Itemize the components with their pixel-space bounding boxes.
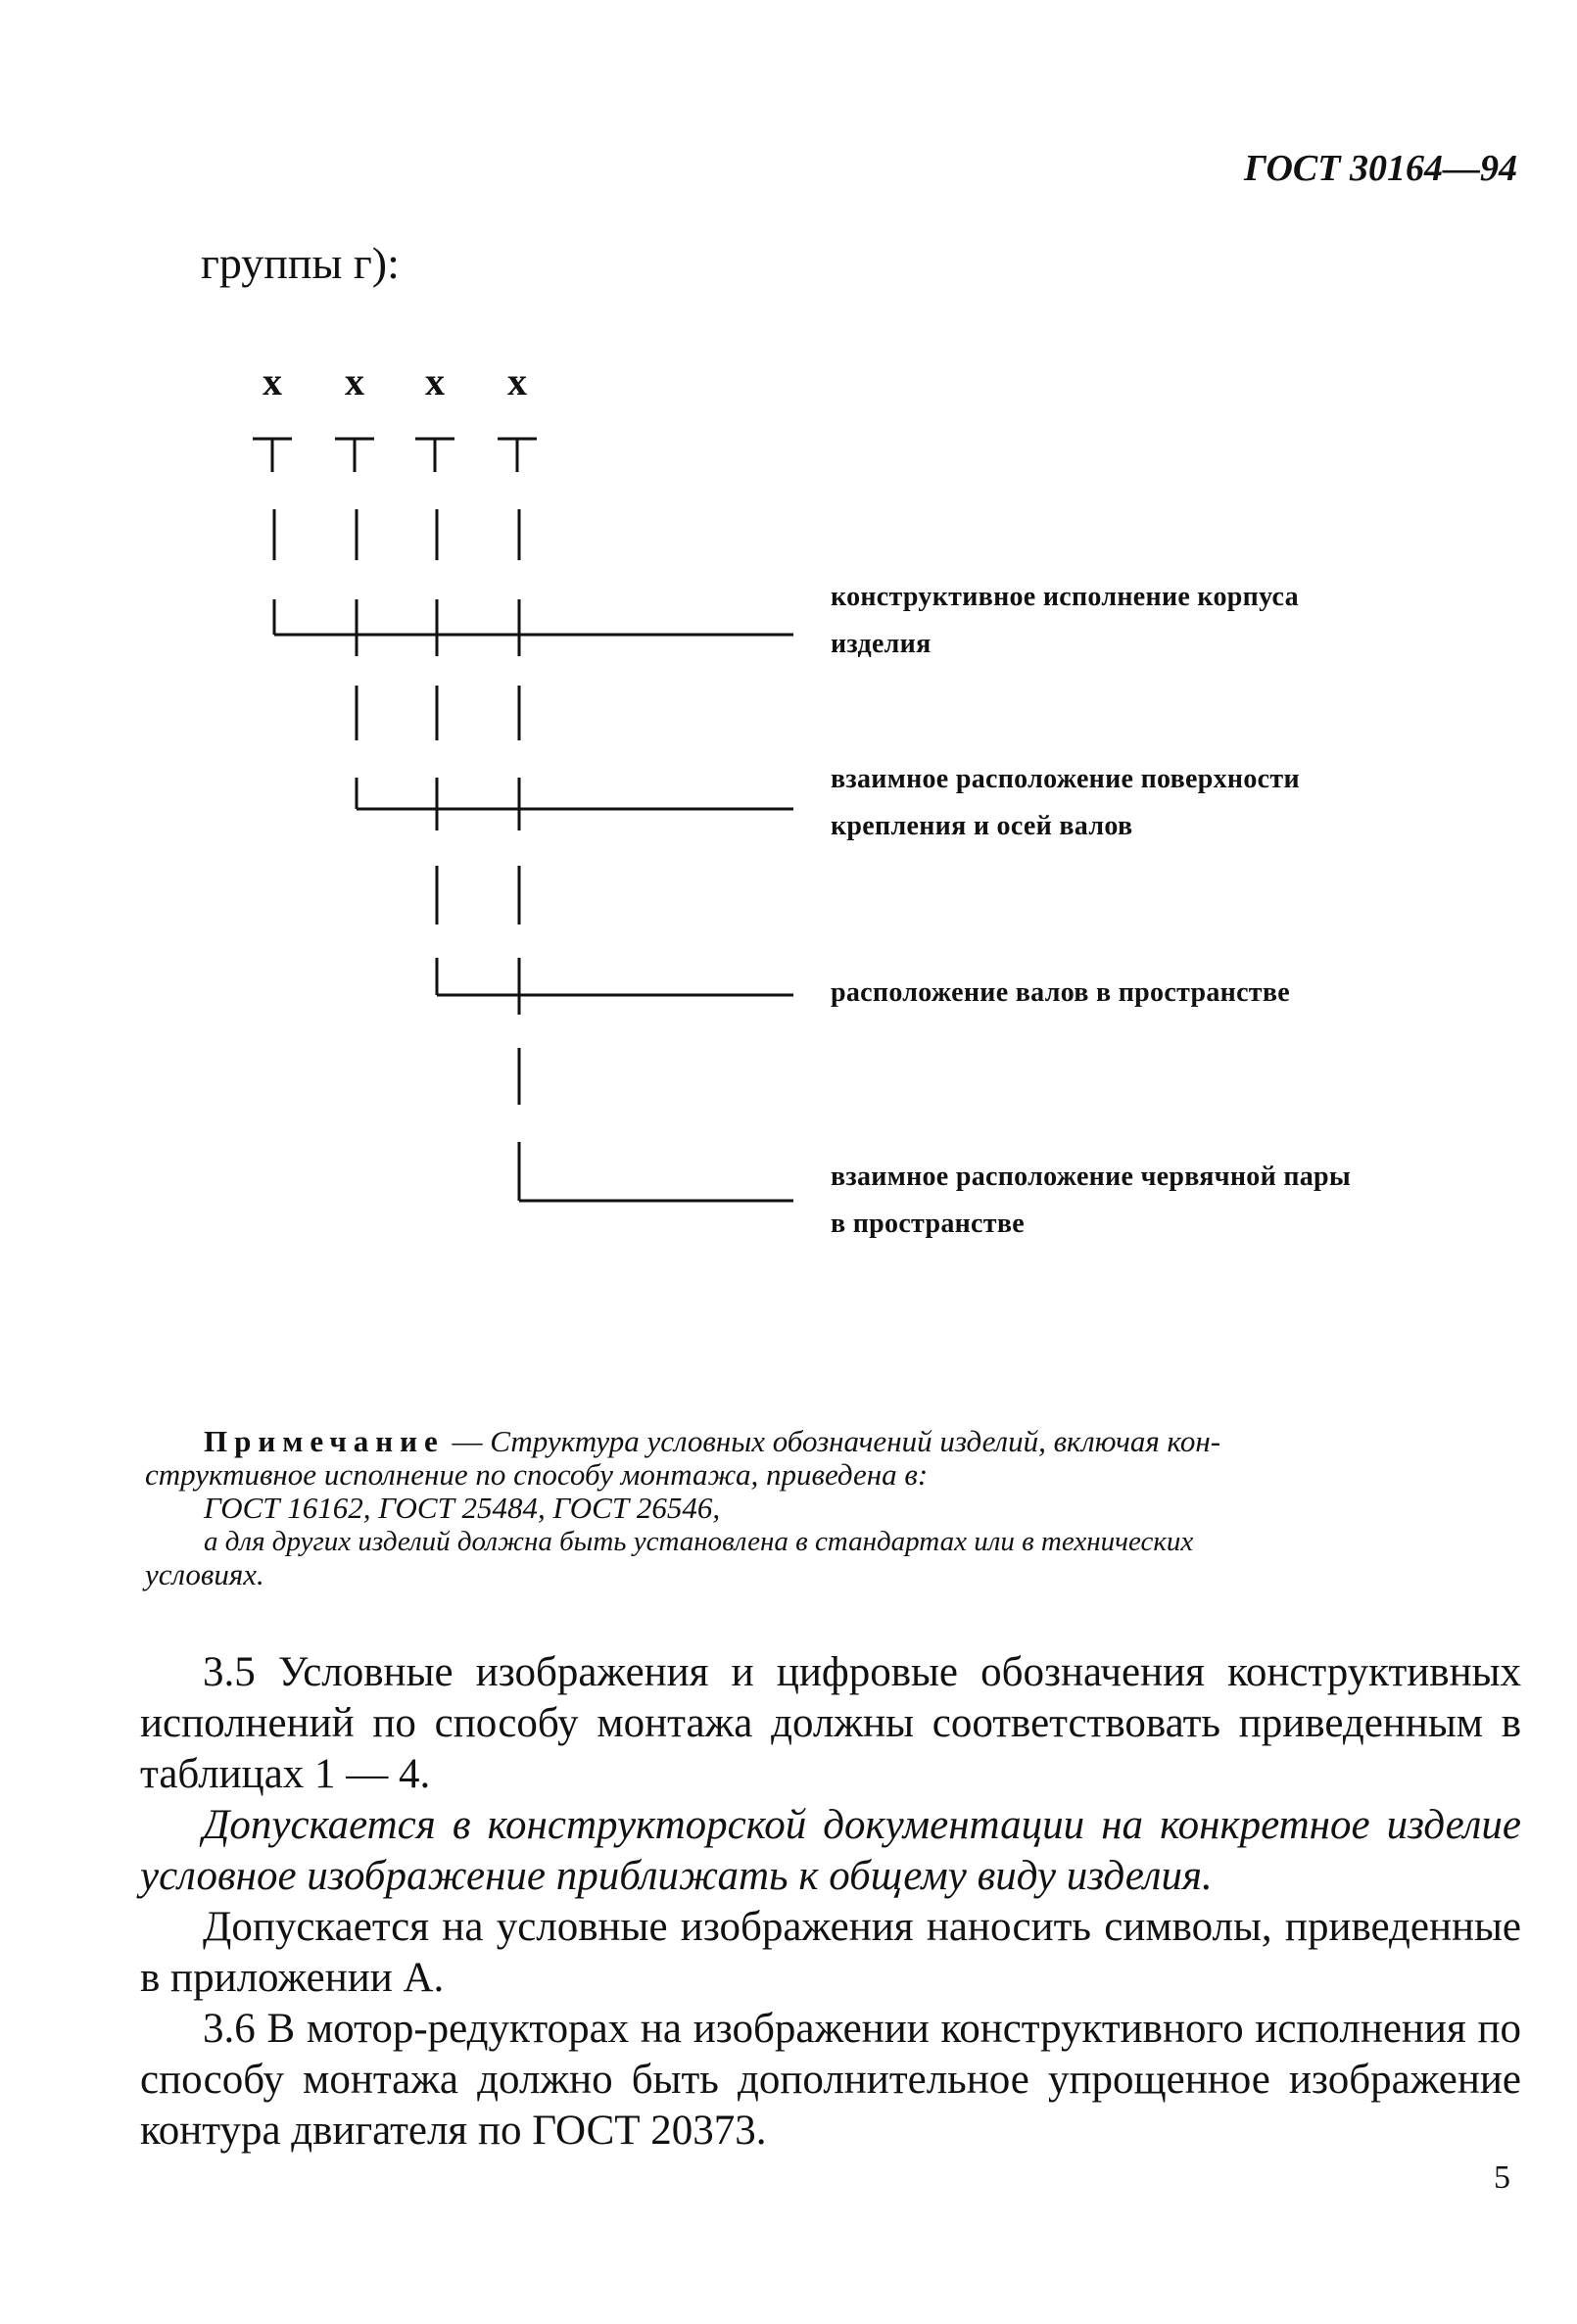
label-3-line-1: расположение валов в пространстве [831, 977, 1291, 1008]
note-text-3: а для других изделий должна быть установлена в стандартах или в технических [204, 1526, 1194, 1557]
note-text-4: условиях. [145, 1557, 264, 1591]
scheme-label-4 [831, 1154, 1351, 1248]
note-label: Примечание [204, 1424, 445, 1458]
paragraph-3-6-text: 3.6 В мотор-редукторах на изображении конструктивного исполнения по способу монтажа должно быть дополнительное упрощенное изображение контура двигателя по ГОСТ 20373. [140, 2006, 1521, 2154]
scheme-label-2 [831, 756, 1300, 850]
scheme-label-3 [831, 970, 1290, 1017]
note-text-2: структивное исполнение по способу монтажа, приведена в: [145, 1457, 929, 1492]
label-2-line-1: взаимное расположение поверхности [831, 764, 1300, 794]
position-marker-3: x [425, 359, 445, 403]
standard-number: ГОСТ 30164—94 [1244, 148, 1517, 189]
scheme-label-1 [831, 574, 1299, 668]
note-block [145, 1424, 1521, 1591]
paragraph-3-5 [140, 1647, 1521, 1800]
label-4-line-1: взаимное расположение червячной пары [831, 1162, 1352, 1192]
note-text-1: Структура условных обозначений изделий, включая кон- [490, 1424, 1221, 1458]
t-connectors [253, 439, 537, 472]
paragraph-allowed-2-text: Допускается на условные изображения наносить символы, приведенные в приложении А. [140, 1904, 1521, 2001]
paragraph-3-6 [140, 2004, 1521, 2157]
label-4-line-2: в пространстве [831, 1209, 1025, 1239]
note-dash: — [444, 1424, 491, 1458]
group-title: группы г): [201, 238, 400, 288]
position-marker-1: x [263, 359, 282, 403]
paragraph-3-5-text: 3.5 Условные изображения и цифровые обозначения конструктивных исполнений по способу монтажа должны соответствовать приведенным в таблицах 1 — 4. [140, 1649, 1521, 1797]
paragraph-allowed-2 [140, 1902, 1521, 2004]
label-1-line-2: изделия [831, 629, 932, 659]
position-marker-2: x [345, 359, 364, 403]
label-2-line-2: крепления и осей валов [831, 811, 1133, 841]
position-marker-4: x [507, 359, 527, 403]
paragraph-allowed-1 [140, 1800, 1521, 1902]
note-standards: ГОСТ 16162, ГОСТ 25484, ГОСТ 26546, [204, 1491, 721, 1525]
paragraph-allowed-1-text: Допускается в конструкторской документации на конкретное изделие условное изображение приближать к общему виду изделия. [140, 1802, 1521, 1899]
label-1-line-1: конструктивное исполнение корпуса [831, 582, 1299, 612]
page-number: 5 [1494, 2159, 1510, 2196]
